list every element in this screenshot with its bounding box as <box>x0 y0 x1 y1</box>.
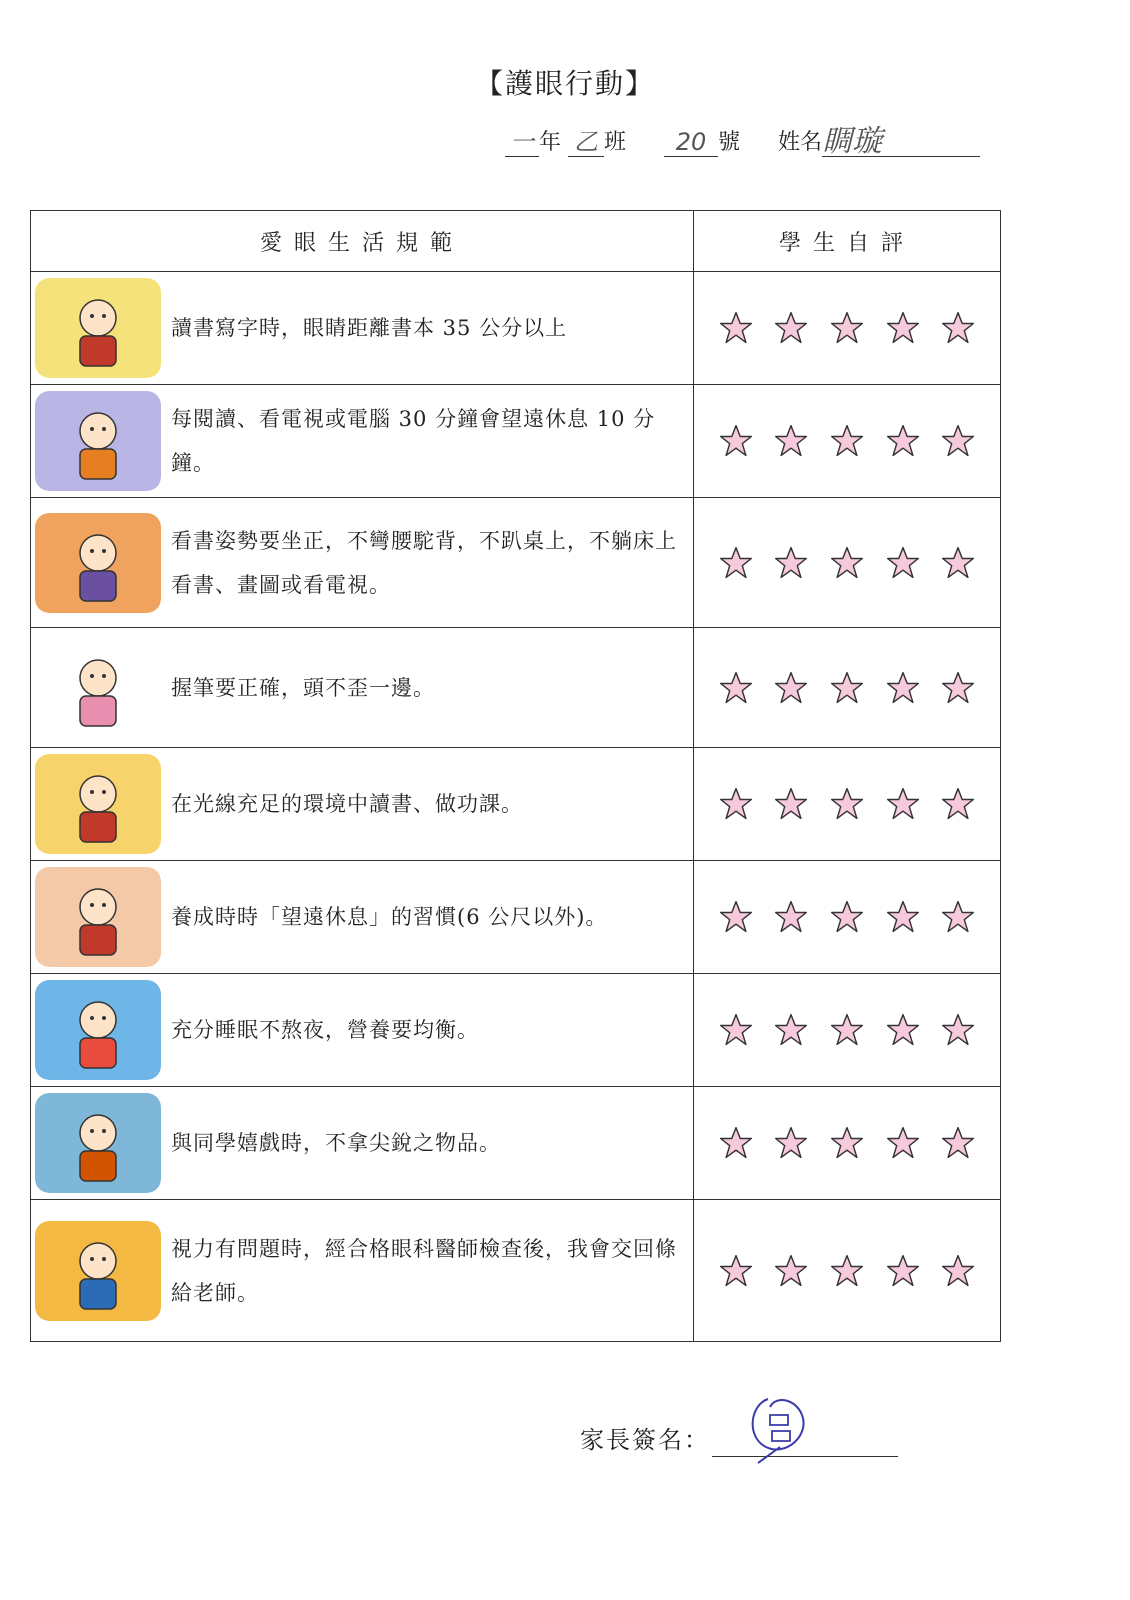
star-icon[interactable] <box>885 545 921 581</box>
star-icon[interactable] <box>829 670 865 706</box>
rule-cell <box>31 974 694 1087</box>
star-icon[interactable] <box>773 1253 809 1289</box>
rule-cell <box>31 628 694 748</box>
star-icon[interactable] <box>885 1125 921 1161</box>
rule-cell <box>31 861 694 974</box>
self-eval-cell <box>694 748 1001 861</box>
star-icon[interactable] <box>940 1012 976 1048</box>
star-icon[interactable] <box>940 545 976 581</box>
table-row <box>31 974 1001 1087</box>
table-row <box>31 748 1001 861</box>
star-icon[interactable] <box>718 786 754 822</box>
star-icon[interactable] <box>718 310 754 346</box>
rule-text: 與同學嬉戲時，不拿尖銳之物品。 <box>171 1131 501 1155</box>
self-eval-cell <box>694 974 1001 1087</box>
table-row <box>31 861 1001 974</box>
table-row <box>31 1200 1001 1342</box>
class-label: 班 <box>604 130 627 155</box>
star-icon[interactable] <box>940 899 976 935</box>
eye-care-table <box>30 210 1001 1342</box>
illustration-image <box>35 391 161 491</box>
parent-signature-mark <box>740 1385 820 1465</box>
star-icon[interactable] <box>718 545 754 581</box>
name-label: 姓名 <box>778 130 823 155</box>
table-row <box>31 1087 1001 1200</box>
star-icon[interactable] <box>829 545 865 581</box>
illustration-image <box>35 867 161 967</box>
star-rating[interactable] <box>694 899 1000 935</box>
star-icon[interactable] <box>885 310 921 346</box>
star-icon[interactable] <box>885 786 921 822</box>
self-eval-cell <box>694 861 1001 974</box>
rules-header: 愛眼生活規範 <box>31 211 694 272</box>
star-icon[interactable] <box>829 310 865 346</box>
rule-text: 讀書寫字時，眼睛距離書本 35 公分以上 <box>171 316 568 340</box>
star-rating[interactable] <box>694 1125 1000 1161</box>
star-rating[interactable] <box>694 1012 1000 1048</box>
star-rating[interactable] <box>694 310 1000 346</box>
illustration-image <box>35 513 161 613</box>
star-rating[interactable] <box>694 545 1000 581</box>
star-icon[interactable] <box>718 899 754 935</box>
illustration-image <box>35 638 161 738</box>
star-icon[interactable] <box>718 1012 754 1048</box>
star-icon[interactable] <box>885 899 921 935</box>
star-icon[interactable] <box>940 670 976 706</box>
star-icon[interactable] <box>940 1253 976 1289</box>
rule-cell <box>31 498 694 628</box>
rule-text: 每閱讀、看電視或電腦 30 分鐘會望遠休息 10 分鐘。 <box>171 407 656 475</box>
rule-text: 看書姿勢要坐正，不彎腰駝背，不趴桌上，不躺床上看書、畫圖或看電視。 <box>171 528 677 597</box>
star-icon[interactable] <box>773 899 809 935</box>
star-icon[interactable] <box>940 423 976 459</box>
rule-cell <box>31 748 694 861</box>
star-icon[interactable] <box>885 423 921 459</box>
star-icon[interactable] <box>773 670 809 706</box>
star-icon[interactable] <box>885 1253 921 1289</box>
rule-text: 在光線充足的環境中讀書、做功課。 <box>171 792 523 816</box>
rule-cell <box>31 272 694 385</box>
class-field[interactable]: 乙 <box>568 128 604 157</box>
self-eval-cell <box>694 272 1001 385</box>
rule-text: 充分睡眠不熬夜，營養要均衡。 <box>171 1018 479 1042</box>
star-icon[interactable] <box>773 1012 809 1048</box>
star-icon[interactable] <box>885 670 921 706</box>
self-eval-header: 學生自評 <box>694 211 1001 272</box>
illustration-image <box>35 278 161 378</box>
star-icon[interactable] <box>885 1012 921 1048</box>
star-rating[interactable] <box>694 786 1000 822</box>
rule-cell <box>31 1087 694 1200</box>
star-rating[interactable] <box>694 423 1000 459</box>
star-icon[interactable] <box>718 423 754 459</box>
star-icon[interactable] <box>829 423 865 459</box>
star-icon[interactable] <box>718 1125 754 1161</box>
rule-text: 握筆要正確，頭不歪一邊。 <box>171 675 435 700</box>
number-label: 號 <box>718 130 741 155</box>
self-eval-cell <box>694 1200 1001 1342</box>
star-icon[interactable] <box>940 786 976 822</box>
star-icon[interactable] <box>773 310 809 346</box>
star-icon[interactable] <box>829 786 865 822</box>
self-eval-cell <box>694 385 1001 498</box>
name-field[interactable]: 睭璇 <box>822 128 980 157</box>
table-row <box>31 385 1001 498</box>
illustration-image <box>35 980 161 1080</box>
star-icon[interactable] <box>940 310 976 346</box>
rule-text: 視力有問題時，經合格眼科醫師檢查後，我會交回條給老師。 <box>171 1236 677 1305</box>
star-icon[interactable] <box>940 1125 976 1161</box>
rule-text: 養成時時「望遠休息」的習慣(6 公尺以外)。 <box>171 905 608 929</box>
rule-cell <box>31 1200 694 1342</box>
number-field[interactable]: 20 <box>664 128 718 157</box>
star-icon[interactable] <box>829 1125 865 1161</box>
page-title: 【護眼行動】 <box>474 67 655 100</box>
star-rating[interactable] <box>694 1253 1000 1289</box>
illustration-image <box>35 1221 161 1321</box>
rule-cell <box>31 385 694 498</box>
parent-signature-label: 家長簽名： <box>580 1426 710 1454</box>
table-row <box>31 272 1001 385</box>
star-rating[interactable] <box>694 670 1000 706</box>
table-row <box>31 498 1001 628</box>
table-row <box>31 628 1001 748</box>
self-eval-cell <box>694 1087 1001 1200</box>
star-icon[interactable] <box>829 1012 865 1048</box>
star-icon[interactable] <box>773 1125 809 1161</box>
illustration-image <box>35 1093 161 1193</box>
star-icon[interactable] <box>773 786 809 822</box>
self-eval-cell <box>694 628 1001 748</box>
star-icon[interactable] <box>718 670 754 706</box>
star-icon[interactable] <box>829 1253 865 1289</box>
star-icon[interactable] <box>773 423 809 459</box>
grade-field[interactable]: 一 <box>505 128 539 157</box>
grade-label: 年 <box>539 130 562 155</box>
star-icon[interactable] <box>718 1253 754 1289</box>
illustration-image <box>35 754 161 854</box>
self-eval-cell <box>694 498 1001 628</box>
star-icon[interactable] <box>773 545 809 581</box>
student-info <box>505 124 985 162</box>
star-icon[interactable] <box>829 899 865 935</box>
